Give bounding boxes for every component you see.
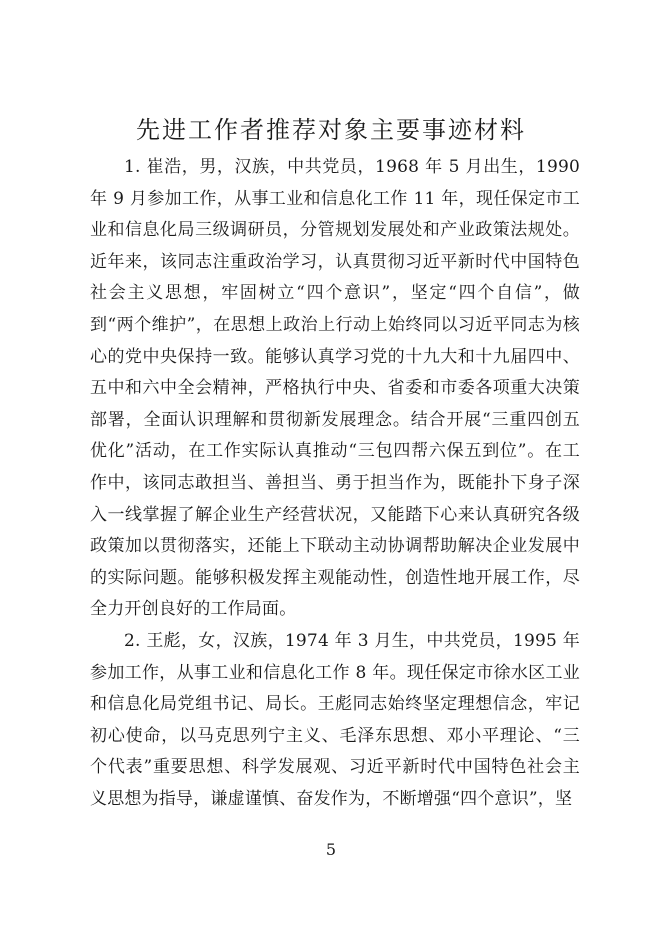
page-number: 5 [325, 840, 337, 859]
paragraph-wang-biao: 2. 王彪，女，汉族，1974 年 3 月生，中共党员，1995 年参加工作，从事工业和信息化工作 8 年。现任保定市徐水区工业和信息化局党组书记、局长。王彪同志始终坚定理想信念，牢记初心使命，以马克思列宁主义、毛泽东思想、邓小平理论、“三个代表”重要思想、科学发展观、习近平新时代中国特色社会主义思想为指导，谦虚谨慎、奋发作为，不断增强“四个意识”，坚 [90, 630, 580, 809]
paragraph-cui-hao: 1. 崔浩，男，汉族，中共党员，1968 年 5 月出生，1990 年 9 月参加工作，从事工业和信息化工作 11 年，现任保定市工业和信息化局三级调研员，分管规划发展处和产业政策法规处。近年来，该同志注重政治学习，认真贯彻习近平新时代中国特色社会主义思想，牢固树立“四个意识”，坚定“四个自信”，做到“两个维护”，在思想上政治上行动上始终同以习近平同志为核心的党中央保持一致。能够认真学习党的十九大和十九届四中、五中和六中全会精神，严格执行中央、省委和市委各项重大决策部署，全面认识理解和贯彻新发展理念。结合开展“三重四创五优化”活动，在工作实际认真推动“三包四帮六保五到位”。在工作中，该同志敢担当、善担当、勇于担当作为，既能扑下身子深入一线掌握了解企业生产经营状况，又能踏下心来认真研究各级政策加以贯彻落实，还能上下联动主动协调帮助解决企业发展中的实际问题。能够积极发挥主观能动性，创造性地开展工作，尽全力开创良好的工作局面。 [90, 157, 580, 620]
document-title: 先进工作者推荐对象主要事迹材料 [136, 116, 526, 144]
document-body [90, 152, 580, 815]
